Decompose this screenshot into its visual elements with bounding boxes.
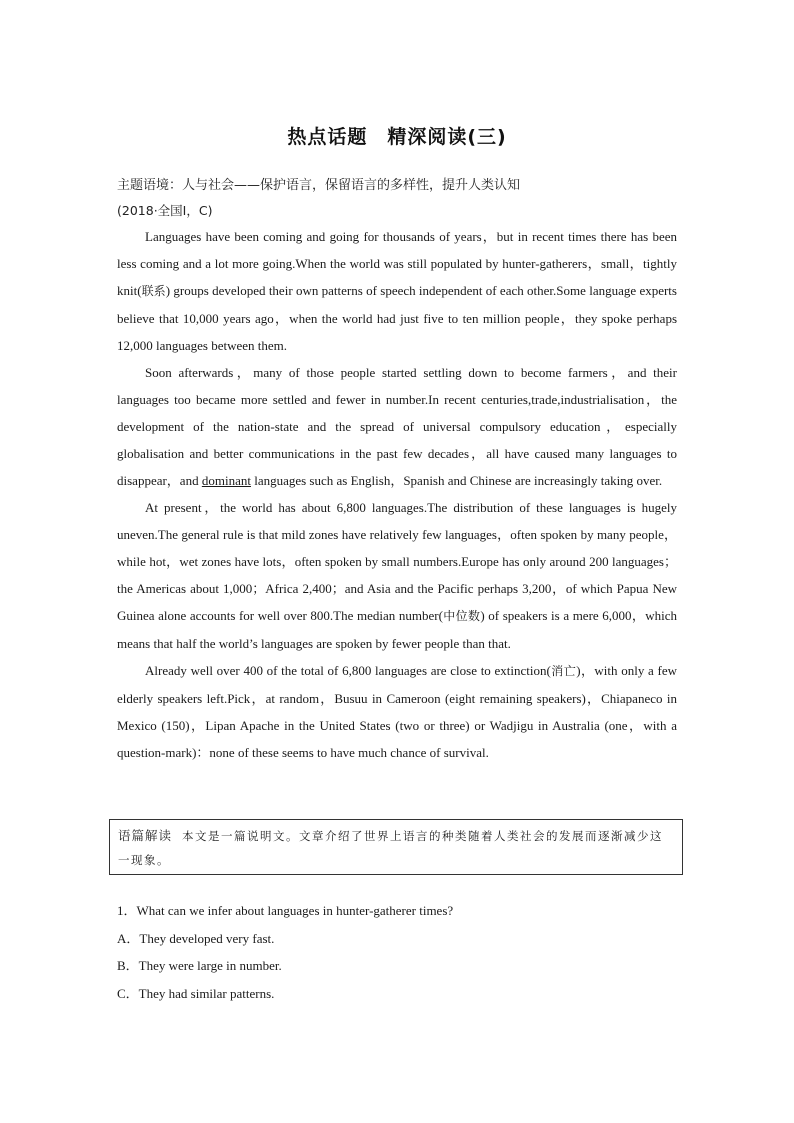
option-b: B．They were large in number. (117, 958, 282, 973)
reading-passage (117, 223, 677, 766)
paragraph-2-text: Soon afterwards，many of those people started settling down to become farmers，and their languages too became more settled and fewer in number.In recent centuries,trade,industrialisation，the development of the nation-state and the spread of universal compulsory education，especially globalisation and better communications in the past few decades，all have caused many languages to disappear，and (117, 365, 677, 488)
source-reference: (2018·全国Ⅰ，C) (117, 203, 213, 218)
theme-context: 主题语境：人与社会——保护语言，保留语言的多样性，提升人类认知 (117, 178, 521, 193)
paragraph-3-gloss: 中位数 (442, 609, 481, 623)
paragraph-2 (117, 359, 677, 494)
question-section (117, 897, 677, 1007)
paragraph-4-gloss: 消亡 (550, 664, 577, 678)
paragraph-1-text: Languages have been coming and going for thousands of years，but in recent times there has been less coming and a lot more going.When the world was still populated by hunter-gatherers，small，tightly knit( (117, 229, 677, 298)
paragraph-3-text-cont: ) of speakers is a mere 6,000，which means that half the world’s languages are spoken by fewer people than that. (117, 608, 678, 651)
underlined-word: dominant (201, 473, 251, 488)
paragraph-1 (117, 223, 677, 359)
paragraph-3-text: At present，the world has about 6,800 languages.The distribution of these languages is hugely uneven.The general rule is that mild zones have relatively few languages，often spoken by many people，while hot，wet zones have lots，often spoken by small numbers.Europe has only around 200 languages；the Americas about 1,000；Africa 2,400；and Asia and the Pacific perhaps 3,200，of which Papua New Guinea alone accounts for well over 800.The median number( (117, 500, 677, 623)
paragraph-2-text-cont: languages such as English，Spanish and Chinese are increasingly taking over. (250, 473, 663, 488)
summary-label: 语篇解读 (118, 828, 173, 843)
page-title: 热点话题 精深阅读(三) (287, 126, 507, 148)
paragraph-4-text: Already well over 400 of the total of 6,800 languages are close to extinction( (145, 663, 551, 678)
paragraph-1-gloss: 联系 (141, 284, 166, 298)
paragraph-4 (117, 657, 677, 766)
option-c: C．They had similar patterns. (117, 985, 275, 1001)
paragraph-1-text-cont: ) groups developed their own patterns of speech independent of each other.Some language experts believe that 10,000 years ago，when the world had just five to ten million people，they spoke perhaps 12,000 languages between them. (117, 283, 677, 353)
paragraph-3 (117, 494, 677, 657)
option-a: A．They developed very fast. (117, 930, 275, 946)
question-1: 1．What can we infer about languages in hunter-gatherer times? (117, 903, 454, 918)
discourse-analysis-box (109, 819, 683, 875)
paragraph-4-text-cont: )，with only a few elderly speakers left.Pick，at random，Busuu in Cameroon (eight remaining speakers)，Chiapaneco in Mexico (150)，Lipan Apache in the United States (two or three) or Wadjigu in Australia (one，with a question-mark)：none of these seems to have much chance of survival. (117, 663, 677, 760)
summary-text: 本文是一篇说明文。文章介绍了世界上语言的种类随着人类社会的发展而逐渐减少这一现象。 (118, 829, 664, 867)
